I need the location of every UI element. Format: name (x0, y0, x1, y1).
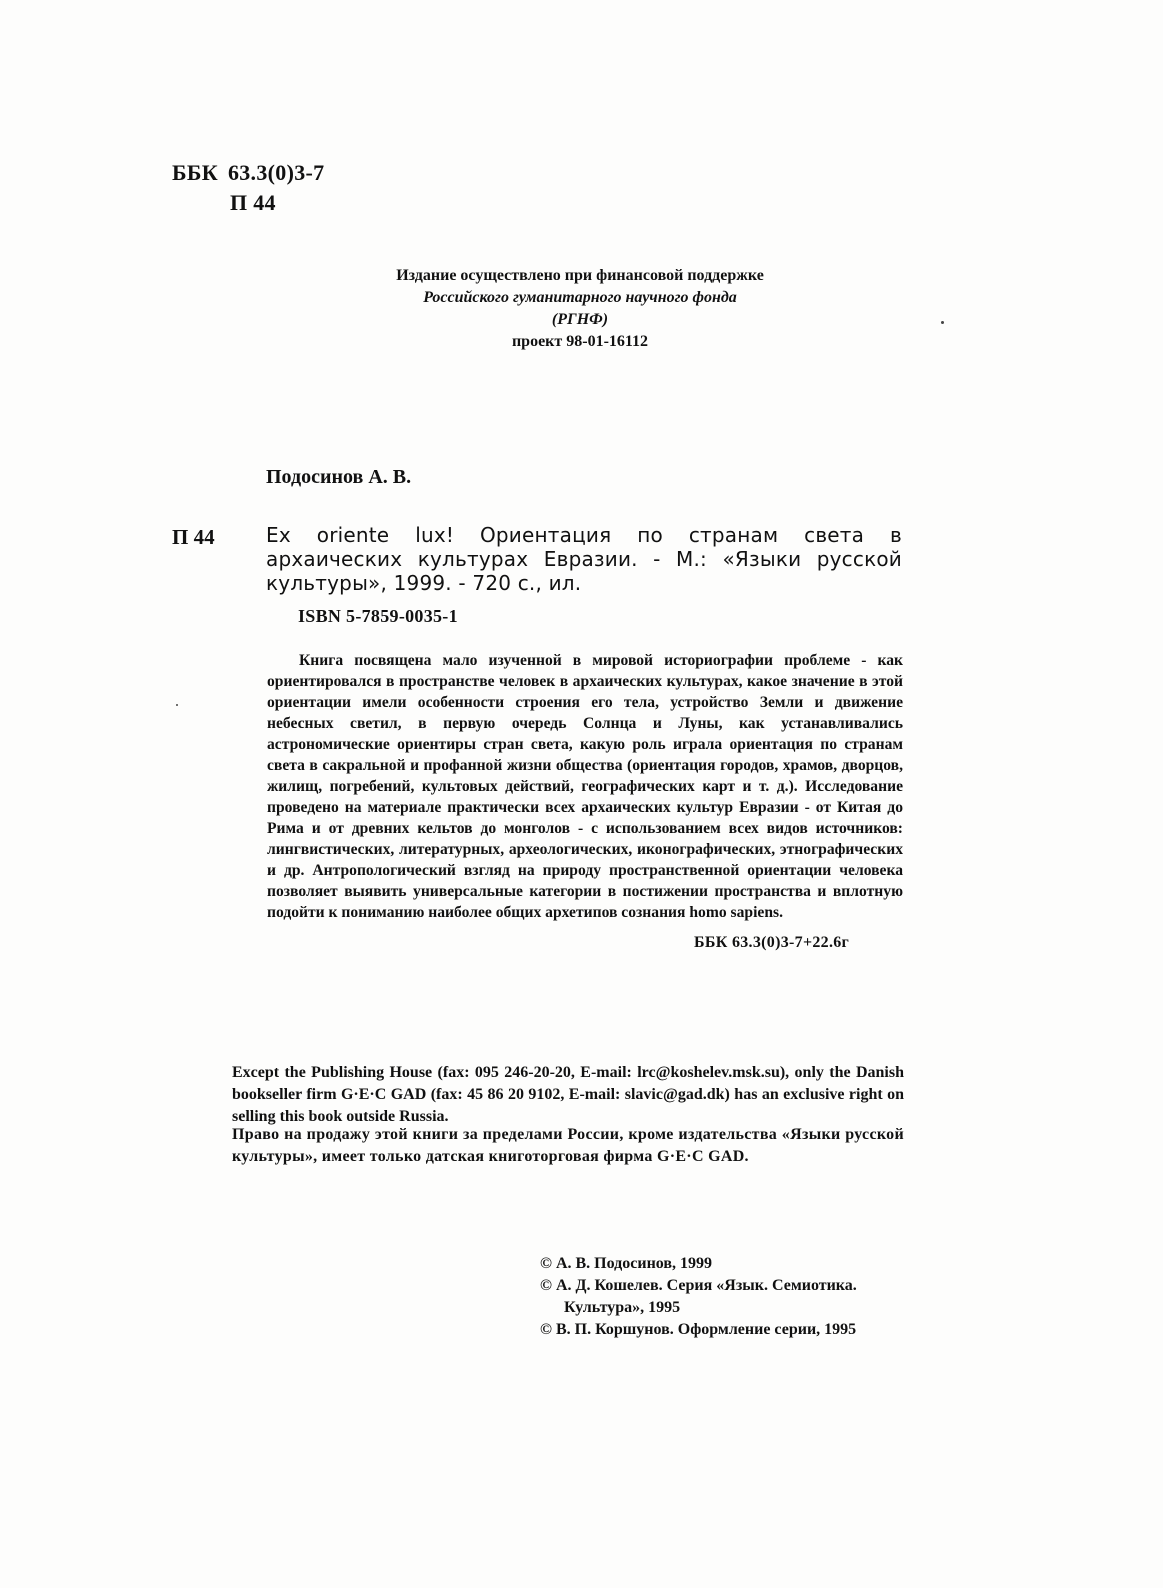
funding-line-1: Издание осуществлено при финансовой поддержке (396, 267, 764, 284)
bbk-label: ББК (172, 160, 218, 185)
copyright-line-3: Культура», 1995 (564, 1299, 681, 1316)
author-name: Подосинов А. В. (266, 466, 412, 488)
author-sign: П 44 (230, 190, 276, 215)
funding-project: проект 98-01-16112 (511, 333, 649, 350)
funding-notice (330, 265, 830, 353)
copyright-block (540, 1253, 857, 1341)
bbk-classification (172, 158, 324, 218)
rights-english: Except the Publishing House (fax: 095 246-20-20, E-mail: lrc@koshelev.msk.su), only the Danish bookseller firm G·E·C GAD (fax: 45 86 20 9102, E-mail: slavic@gad.dk) has an exclusive right on selling this book outside Russia. (232, 1064, 904, 1125)
scan-speck (941, 321, 944, 324)
scan-speck (176, 704, 178, 706)
isbn: ISBN 5-7859-0035-1 (298, 606, 458, 626)
bbk-code: 63.3(0)3-7 (227, 160, 325, 185)
copyright-line-2: © А. Д. Кошелев. Серия «Язык. Семиотика. (540, 1277, 857, 1294)
bibliographic-description: Ex oriente lux! Ориентация по странам света в архаических культурах Евразии. - М.: «Языки русской культуры», 1999. - 720 с., ил. (266, 523, 902, 595)
catalog-code: П 44 (172, 525, 215, 549)
copyright-line-1: © А. В. Подосинов, 1999 (540, 1255, 713, 1272)
annotation: Книга посвящена мало изученной в мировой историографии проблеме - как ориентировался в пространстве человек в архаических культурах, какое значение в этой ориентации имели особенности строения его тела, устройство Земли и движение небесных светил, в первую очередь Солнца и Луны, как устанавливались астрономические ориентиры стран света, какую роль играла ориентация по странам света в сакральной и профанной жизни общества (ориентация городов, храмов, дворцов, жилищ, погребений, культовых действий, географических карт и т. д.). Исследование проведено на материале практически всех архаических культур Евразии - от Китая до Рима и от древних кельтов до монголов - с использованием всех видов источников: лингвистических, литературных, археологических, иконографических, этнографических и др. Антропологический взгляд на природу пространственной ориентации человека позволяет выявить универсальные категории в постижении пространства и вплотную подойти к пониманию наиболее общих архетипов сознания homo sapiens. (267, 652, 903, 921)
copyright-line-4: © В. П. Коршунов. Оформление серии, 1995 (540, 1321, 857, 1338)
funding-line-3: (РГНФ) (551, 311, 609, 328)
bbk-full-code: ББК 63.3(0)3-7+22.6г (694, 934, 850, 951)
funding-line-2: Российского гуманитарного научного фонда (423, 289, 737, 306)
rights-russian: Право на продажу этой книги за пределами России, кроме издательства «Языки русской культуры», имеет только датская книготорговая фирма G·E·C GAD. (232, 1126, 904, 1165)
